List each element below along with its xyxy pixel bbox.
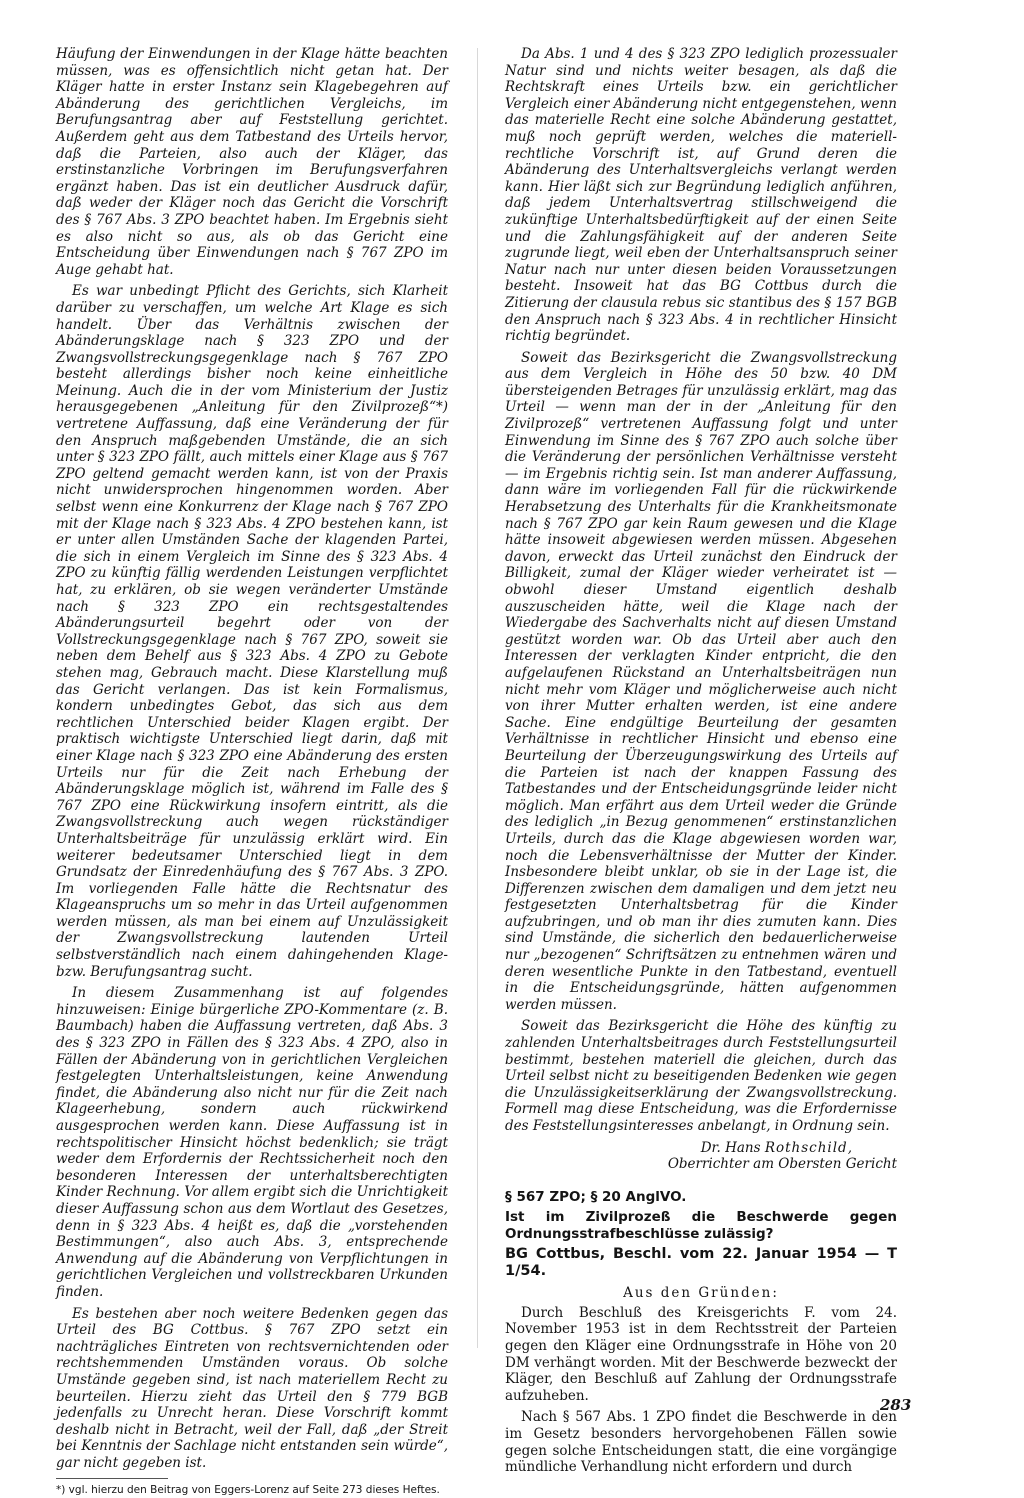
case-statutes: § 567 ZPO; § 20 AnglVO. bbox=[505, 1188, 687, 1205]
paragraph: Soweit das Bezirksgericht die Höhe des künftig zu zahlenden Unterhaltsbeitrages durch Feststellungsurteil bestimmt, bestehen materiell die gleichen, durch das Urteil selbst nicht zu beseitigenden Bedenken wie gegen die Unzulässigkeitserklärung der Zwangsvollstreckung. Formell mag diese Entscheidung, was die Erfordernisse des Feststellungsinteresses anbelangt, in Ordnung sein. bbox=[505, 1018, 897, 1134]
signature-prefix: Dr. Hans bbox=[700, 1139, 765, 1156]
paragraph: Es war unbedingt Pflicht des Gerichts, sich Klarheit darüber zu verschaffen, um welche Art Klage es sich handelt. Über das Verhältnis zwischen der Abänderungsklage nach § 323 ZPO und der Zwangsvollstreckungsgegenklage nach § 767 ZPO besteht allerdings bisher noch keine einheitliche Meinung. Auch die in der vom Ministerium der Justiz herausgegebenen „Anleitung für den Zivilprozeß“*) vertretene Auffassung, daß eine Veränderung der für den Anspruch maßgebenden Umstände, die an sich unter § 323 ZPO fällt, auch mittels einer Klage aus § 767 ZPO geltend gemacht werden kann, ist von der Praxis nicht unwidersprochen hingenommen worden. Aber selbst wenn eine Konkurrenz der Klage nach § 767 ZPO mit der Klage nach § 323 Abs. 4 ZPO bestehen kann, ist er unter allen Umständen Sache der klagenden Partei, die sich in einem Vergleich im Sinne des § 323 Abs. 4 ZPO zu künftig fällig werdenden Leistungen verpflichtet hat, zu erklären, ob sie wegen veränderter Umstände nach § 323 ZPO ein rechtsgestaltendes Abänderungsurteil begehrt oder von der Vollstreckungsgegenklage nach § 767 ZPO, soweit sie neben dem Behelf aus § 323 Abs. 4 ZPO zu Gebote stehen mag, Gebrauch macht. Diese Klarstellung muß das Gericht verlangen. Das ist kein Formalismus, kondern unbedingtes Gebot, das sich aus dem rechtlichen Unterschied beider Klagen ergibt. Der praktisch wichtigste Unterschied liegt darin, daß mit einer Klage nach § 323 ZPO eine Abänderung des ersten Urteils nur für die Zeit nach Erhebung der Abänderungsklage möglich ist, während im Falle des § 767 ZPO eine Rückwirkung insofern eintritt, als die Zwangsvollstreckung auch wegen rückständiger Unterhaltsbeiträge für unzulässig erklärt wird. Ein weiterer bedeutsamer Unterschied liegt in dem Grundsatz der Einredenhäufung des § 767 Abs. 3 ZPO. Im vorliegenden Falle hätte die Rechtsnatur des Klageanspruchs um so mehr in das Urteil aufgenommen werden müssen, als man bei einem auf Unzulässigkeit der Zwangsvollstreckung lautenden Urteil selbstverständlich nach einem dahingehenden Klage- bzw. Berufungsantrag sucht. bbox=[56, 283, 448, 980]
case-body bbox=[505, 1305, 897, 1476]
case-court-reference: BG Cottbus, Beschl. vom 22. Januar 1954 — T 1/54. bbox=[505, 1246, 897, 1279]
signature-title: Oberrichter am Obersten Gericht bbox=[667, 1156, 897, 1173]
left-column bbox=[56, 46, 448, 1498]
paragraph: Soweit das Bezirksgericht die Zwangsvollstreckung aus dem Vergleich in Höhe des 50 bzw. 40 DM übersteigenden Betrages für unzulässig erklärt, mag das Urteil — wenn man der in der „Anleitung für den Zivilprozeß“ vertretenen Auffassung folgt und unter Einwendung im Sinne des § 767 ZPO auch solche über die Veränderung der persönlichen Verhältnisse versteht — im Ergebnis richtig sein. Ist man anderer Auffassung, dann wäre im vorliegenden Fall für die rückwirkende Herabsetzung des Unterhalts für die Krankheitsmonate nach § 767 ZPO gar kein Raum gewesen und die Klage hätte insoweit abgewiesen werden müssen. Abgesehen davon, erweckt das Urteil zunächst den Eindruck der Billigkeit, zumal der Kläger wieder verheiratet ist — obwohl dieser Umstand eigentlich deshalb auszuscheiden hätte, weil die Klage nach der Wiedergabe des Sachverhalts nicht auf diesen Umstand gestützt worden war. Ob das Urteil aber auch den Interessen der verklagten Kinder entpricht, die den aufgelaufenen Rückstand an Unterhaltsbeiträgen nun nicht mehr vom Kläger und möglicherweise auch nicht von ihrer Mutter erhalten werden, ist eine andere Sache. Eine endgültige Beurteilung der gesamten Verhältnisse in rechtlicher Hinsicht und ebenso eine Beurteilung der Überzeugungswirkung des Urteils auf die Parteien ist nach der knappen Fassung des Tatbestandes und der Entscheidungsgründe leider nicht möglich. Man erfährt aus dem Urteil weder die Gründe des lediglich „in Bezug genommenen“ erstinstanzlichen Urteils, durch das die Klage abgewiesen worden war, noch die Lebensverhältnisse der Mutter der Kinder. Insbesondere bleibt unklar, ob sie in der Lage ist, die Differenzen zwischen dem damaligen und dem jetzt neu festgesetzten Unterhaltsbetrag für die Kinder aufzubringen, und ob man ihr dies zumuten kann. Dies sind Umstände, die sicherlich den bedauerlicherweise nur „bezogenen“ Schriftsätzen zu entnehmen wären und deren wesentliche Punkte in den Tatbestand, eventuell in die Entscheidungsgründe, hätten aufgenommen werden müssen. bbox=[505, 349, 897, 1013]
column-divider bbox=[477, 48, 478, 1348]
paragraph: Es bestehen aber noch weitere Bedenken gegen das Urteil des BG Cottbus. § 767 ZPO setzt ein nachträgliches Eintreten von rechtsvernichtenden oder rechtshemmenden Umständen voraus. Ob solche Umstände gegeben sind, ist nach materiellem Recht zu beurteilen. Hierzu zieht das Urteil den § 779 BGB jedenfalls zu Unrecht heran. Diese Vorschrift kommt deshalb nicht in Betracht, weil der Fall, daß „der Streit bei Kenntnis der Sachlage nicht entstanden sein würde“, gar nicht gegeben ist. bbox=[56, 1305, 448, 1471]
right-column bbox=[505, 46, 897, 1481]
paragraph: Durch Beschluß des Kreisgerichts F. vom 24. November 1953 ist in dem Rechtsstreit der Parteien gegen den Kläger eine Ordnungsstrafe in Höhe von 20 DM verhängt worden. Mit der Beschwerde bezweckt der Kläger, den Beschluß auf Zahlung der Ordnungsstrafe aufzuheben. bbox=[505, 1304, 897, 1404]
footnote: *) vgl. hierzu den Beitrag von Eggers-Lorenz auf Seite 273 dieses Heftes. bbox=[56, 1484, 440, 1497]
signature-surname: Rothschild, bbox=[764, 1139, 853, 1156]
paragraph: In diesem Zusammenhang ist auf folgendes hinzuweisen: Einige bürgerliche ZPO-Kommentare (z. B. Baumbach) haben die Auffassung vertreten, daß Abs. 3 des § 323 ZPO in Fällen des § 323 Abs. 4 ZPO, also in Fällen der Abänderung von in gerichtlichen Vergleichen festgelegten Unterhaltsleistungen, keine Anwendung findet, die Abänderung also nicht nur für die Zeit nach Klageerhebung, sondern auch rückwirkend ausgesprochen werden kann. Diese Auffassung ist in rechtspolitischer Hinsicht höchst bedenklich; sie trägt weder dem Erfordernis der Rechtssicherheit noch den besonderen Interessen der unterhaltsberechtigten Kinder Rechnung. Vor allem ergibt sich die Unrichtigkeit dieser Auffassung schon aus dem Wortlaut des Gesetzes, denn in § 323 Abs. 4 heißt es, daß die „vorstehenden Bestimmungen“, also auch Abs. 3, entsprechende Anwendung auf die Abänderung von Verpflichtungen in gerichtlichen Vergleichen und vollstreckbaren Urkunden finden. bbox=[56, 985, 448, 1300]
page-number: 283 bbox=[880, 1396, 912, 1414]
paragraph: Da Abs. 1 und 4 des § 323 ZPO lediglich prozessualer Natur sind und nichts weiter besagen, als daß die Rechtskraft eines Urteils bzw. ein gerichtlicher Vergleich einer Abänderung nicht entgegenstehen, wenn das materielle Recht eine solche Abänderung gestattet, muß noch geprüft werden, welches die materiell-rechtliche Vorschrift ist, auf Grund deren die Abänderung des Unterhaltsvergleichs verlangt werden kann. Hier läßt sich zur Begründung lediglich anführen, daß jedem Unterhaltsvertrag stillschweigend die zukünftige Unterhaltsbedürftigkeit auf der einen Seite und die Zahlungsfähigkeit auf der anderen Seite zugrunde liegt, weil eben der Unterhaltsanspruch seiner Natur nach nur unter diesen beiden Voraussetzungen besteht. Insoweit hat das BG Cottbus durch die Zitierung der clausula rebus sic stantibus des § 157 BGB den Anspruch nach § 323 Abs. 4 in rechtlicher Hinsicht richtig begründet. bbox=[505, 46, 897, 345]
signature-name bbox=[505, 1140, 897, 1157]
footnote-divider bbox=[56, 1478, 168, 1479]
paragraph: Häufung der Einwendungen in der Klage hätte beachten müssen, was es offensichtlich nicht getan hat. Der Kläger hatte in erster Instanz sein Klagebegehren auf Abänderung des gerichtlichen Vergleichs, im Berufungsantrag aber auf Feststellung gerichtet. Außerdem geht aus dem Tatbestand des Urteils hervor, daß die Parteien, also auch der Kläger, das erstinstanzliche Vorbringen im Berufungsverfahren ergänzt haben. Das ist ein deutlicher Ausdruck dafür, daß weder der Kläger noch das Gericht die Vorschrift des § 767 Abs. 3 ZPO beachtet haben. Im Ergebnis sieht es also nicht so aus, als ob das Gericht eine Entscheidung über Einwendungen nach § 767 ZPO im Auge gehabt hat. bbox=[56, 46, 448, 278]
grounds-heading: Aus den Gründen: bbox=[623, 1285, 779, 1302]
case-question: Ist im Zivilprozeß die Beschwerde gegen Ordnungsstrafbeschlüsse zulässig? bbox=[505, 1209, 897, 1242]
paragraph: Nach § 567 Abs. 1 ZPO findet die Beschwerde in den im Gesetz besonders hervorgehobenen Fällen sowie gegen solche Entscheidungen statt, die eine vorgängige mündliche Verhandlung nicht erfordern und durch bbox=[505, 1409, 897, 1476]
